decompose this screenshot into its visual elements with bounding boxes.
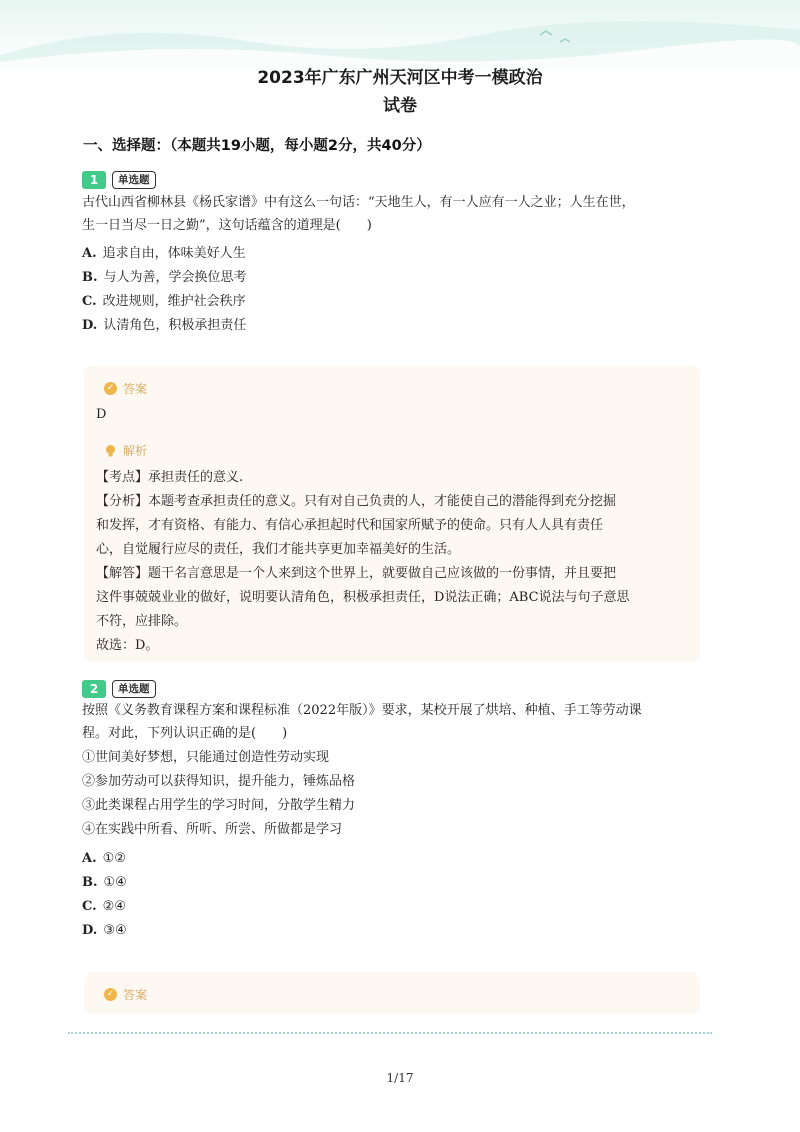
question-number-badge: 1 (82, 171, 106, 189)
option-c[interactable] (82, 292, 246, 312)
check-circle-icon: ✓ (104, 382, 117, 395)
option-text: 与人为善，学会换位思考 (103, 270, 247, 285)
page-divider (68, 1032, 712, 1034)
option-letter: D. (82, 318, 98, 333)
option-text: ②④ (102, 899, 126, 914)
lightbulb-icon (104, 444, 117, 458)
question-stem-line: 生一日当尽一日之勤”，这句话蕴含的道理是( ) (82, 218, 372, 233)
question-stem-line: 古代山西省柳林县《杨氏家谱》中有这么一句话：“天地生人，有一人应有一人之业；人生在世， (82, 195, 635, 210)
statement-line: ④在实践中所看、所听、所尝、所做都是学习 (82, 822, 343, 837)
question-header (82, 680, 156, 698)
option-letter: D. (82, 923, 98, 938)
analysis-label-text: 解析 (123, 444, 148, 458)
analysis-line: 心，自觉履行应尽的责任，我们才能共享更加幸福美好的生活。 (96, 542, 461, 557)
option-b[interactable] (82, 873, 127, 893)
answer-label (104, 380, 147, 397)
answer-label (104, 986, 147, 1003)
answer-value: D (96, 407, 107, 422)
analysis-line: 【考点】承担责任的意义. (96, 470, 244, 485)
option-letter: A. (82, 246, 97, 261)
option-letter: A. (82, 851, 97, 866)
option-letter: B. (82, 270, 98, 285)
option-letter: C. (82, 294, 97, 309)
option-text: 改进规则，维护社会秩序 (102, 294, 246, 309)
question-number-badge: 2 (82, 680, 106, 698)
page-number: 1/17 (386, 1071, 414, 1085)
option-a[interactable] (82, 849, 126, 869)
analysis-line: 这件事兢兢业业的做好，说明要认清角色，积极承担责任，D说法正确；ABC说法与句子意思 (96, 590, 630, 605)
analysis-line: 不符，应排除。 (96, 614, 188, 629)
analysis-line: 故选：D。 (96, 638, 159, 653)
exam-title-line1: 2023年广东广州天河区中考一模政治 (257, 68, 543, 88)
option-a[interactable] (82, 244, 246, 264)
answer-label-text: 答案 (123, 988, 148, 1002)
option-letter: B. (82, 875, 98, 890)
option-d[interactable] (82, 921, 127, 941)
answer-label-text: 答案 (123, 382, 148, 396)
analysis-line: 和发挥，才有资格、有能力、有信心承担起时代和国家所赋予的使命。只有人人具有责任 (96, 518, 604, 533)
statement-line: ①世间美好梦想，只能通过创造性劳动实现 (82, 750, 330, 765)
option-text: 认清角色，积极承担责任 (103, 318, 247, 333)
analysis-label (104, 442, 147, 459)
option-text: 追求自由，体味美好人生 (102, 246, 246, 261)
option-d[interactable] (82, 316, 246, 336)
question-stem-line: 程。对此，下列认识正确的是( ) (82, 726, 288, 741)
exam-title-line2: 试卷 (383, 96, 417, 116)
option-b[interactable] (82, 268, 247, 288)
statement-line: ③此类课程占用学生的学习时间，分散学生精力 (82, 798, 356, 813)
option-text: ③④ (103, 923, 127, 938)
analysis-line: 【解答】题干名言意思是一个人来到这个世界上，就要做自己应该做的一份事情，并且要把 (96, 566, 617, 581)
statement-line: ②参加劳动可以获得知识，提升能力，锤炼品格 (82, 774, 356, 789)
question-stem-line: 按照《义务教育课程方案和课程标准（2022年版）》要求，某校开展了烘培、种植、手工等劳动课 (82, 703, 642, 718)
check-circle-icon: ✓ (104, 988, 117, 1001)
option-text: ①④ (103, 875, 127, 890)
option-c[interactable] (82, 897, 126, 917)
section-heading: 一、选择题：（本题共19小题，每小题2分，共40分） (83, 138, 431, 154)
question-type-tag: 单选题 (112, 171, 156, 189)
option-text: ①② (102, 851, 126, 866)
question-type-tag: 单选题 (112, 680, 156, 698)
answer-panel (84, 972, 700, 1014)
option-letter: C. (82, 899, 97, 914)
header-banner (0, 0, 800, 70)
analysis-line: 【分析】本题考查承担责任的意义。只有对自己负责的人，才能使自己的潜能得到充分挖掘 (96, 494, 617, 509)
question-header (82, 171, 156, 189)
